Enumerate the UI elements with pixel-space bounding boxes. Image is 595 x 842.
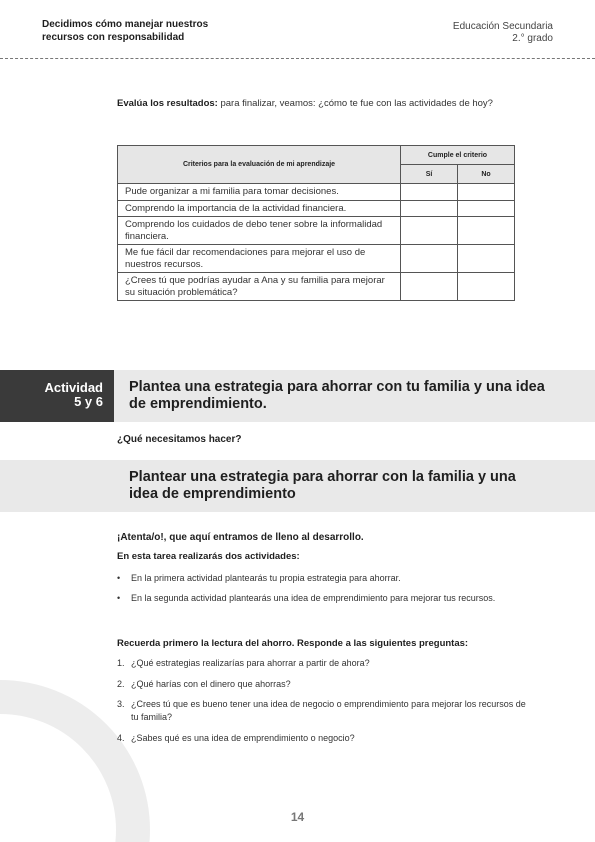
yes-cell[interactable]	[401, 217, 458, 245]
question-item	[117, 678, 527, 691]
table-row	[118, 184, 515, 201]
yes-cell[interactable]	[401, 273, 458, 301]
question-item	[117, 698, 527, 723]
question-text: ¿Sabes qué es una idea de emprendimiento o negocio?	[131, 733, 355, 743]
question-number: 3.	[117, 699, 125, 709]
activity-number: 5 y 6	[74, 394, 103, 409]
question-number: 2.	[117, 679, 125, 689]
question-item	[117, 657, 527, 670]
task-heading: En esta tarea realizarás dos actividades:	[117, 551, 300, 562]
criterion-text: ¿Crees tú que podrías ayudar a Ana y su familia para mejorar su situación problemática?	[118, 273, 401, 301]
list-item	[117, 592, 527, 605]
page-number: 14	[290, 810, 305, 824]
bullet-marker: •	[117, 573, 121, 583]
table-row	[118, 200, 515, 217]
header-grade-label: 2.° grado	[512, 33, 553, 44]
header-level: Educación Secundaria	[452, 21, 553, 32]
list-item	[117, 572, 527, 585]
table-row	[118, 245, 515, 273]
yes-cell[interactable]	[401, 200, 458, 217]
no-cell[interactable]	[458, 273, 515, 301]
question-number: 1.	[117, 658, 125, 668]
header-grade	[453, 21, 553, 45]
table-header-row	[118, 146, 515, 165]
meets-criteria-header: Cumple el criterio	[401, 146, 515, 165]
self-evaluation-table	[117, 145, 515, 301]
question-text: ¿Qué harías con el dinero que ahorras?	[131, 679, 291, 689]
header-unit-title-line2: recursos con responsabilidad	[42, 32, 185, 43]
question-item	[117, 732, 527, 745]
header-unit-title-line1: Decidimos cómo manejar nuestros	[42, 19, 209, 30]
no-cell[interactable]	[458, 200, 515, 217]
bullet-marker: •	[117, 593, 121, 603]
no-column-header: No	[458, 165, 515, 184]
no-cell[interactable]	[458, 245, 515, 273]
activity-label-word: Actividad	[44, 380, 103, 395]
criterion-text: Pude organizar a mi familia para tomar decisiones.	[118, 184, 401, 201]
goal-title: Plantear una estrategia para ahorrar con la familia y una idea de emprendimiento	[129, 469, 516, 502]
what-to-do-question: ¿Qué necesitamos hacer?	[117, 434, 242, 445]
question-text: ¿Crees tú que es bueno tener una idea de negocio o emprendimiento para mejorar los recursos de tu familia?	[131, 699, 526, 722]
header-unit-title	[42, 18, 208, 44]
dashed-divider	[0, 58, 595, 59]
activity-title: Plantea una estrategia para ahorrar con tu familia y una idea de emprendimiento.	[129, 379, 545, 412]
list-item-text: En la primera actividad plantearás tu propia estrategia para ahorrar.	[131, 573, 401, 583]
table-row	[118, 273, 515, 301]
activity-label	[0, 370, 114, 422]
evaluation-instructions	[117, 97, 517, 110]
questions-heading: Recuerda primero la lectura del ahorro. Responde a las siguientes preguntas:	[117, 638, 469, 649]
question-text: ¿Qué estrategias realizarías para ahorrar a partir de ahora?	[131, 658, 370, 668]
criterion-text: Comprendo los cuidados de debo tener sobre la informalidad financiera.	[118, 217, 401, 245]
criterion-text: Me fue fácil dar recomendaciones para mejorar el uso de nuestros recursos.	[118, 245, 401, 273]
criteria-column-header: Criterios para la evaluación de mi aprendizaje	[118, 146, 401, 184]
evaluation-text: para finalizar, veamos: ¿cómo te fue con las actividades de hoy?	[217, 98, 493, 109]
list-item-text: En la segunda actividad plantearás una idea de emprendimiento para mejorar tus recursos.	[131, 593, 496, 603]
question-number: 4.	[117, 733, 125, 743]
no-cell[interactable]	[458, 184, 515, 201]
table-row	[118, 217, 515, 245]
yes-cell[interactable]	[401, 245, 458, 273]
evaluation-label: Evalúa los resultados:	[117, 98, 218, 109]
yes-column-header: Sí	[401, 165, 458, 184]
development-intro: ¡Atenta/o!, que aquí entramos de lleno al desarrollo.	[117, 532, 364, 543]
no-cell[interactable]	[458, 217, 515, 245]
yes-cell[interactable]	[401, 184, 458, 201]
criterion-text: Comprendo la importancia de la actividad financiera.	[118, 200, 401, 217]
